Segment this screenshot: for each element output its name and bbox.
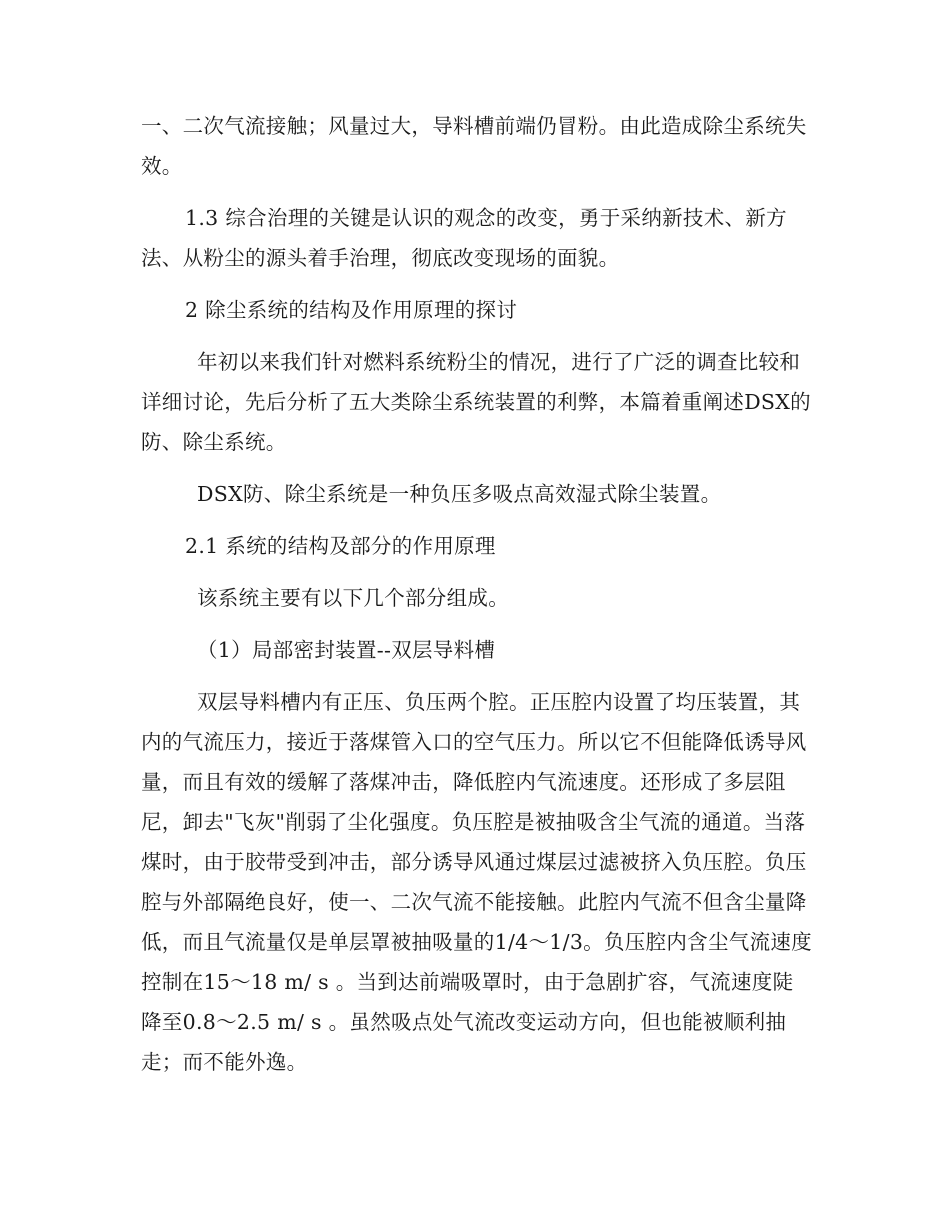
heading-section-2: 2 除尘系统的结构及作用原理的探讨 bbox=[185, 298, 518, 322]
heading-section-2-1: 2.1 系统的结构及部分的作用原理 bbox=[185, 534, 496, 558]
paragraph-double-layer-chute: 双层导料槽内有正压、负压两个腔。正压腔内设置了均压装置，其内的气流压力，接近于落煤管入口的空气压力。所以它不但能降低诱导风量，而且有效的缓解了落煤冲击，降低腔内气流速度。还形成了多层阻尼，卸去"飞灰"削弱了尘化强度。负压腔是被抽吸含尘气流的通道。当落煤时，由于胶带受到冲击，部分诱导风通过煤层过滤被挤入负压腔。负压腔与外部隔绝良好，使一、二次气流不能接触。此腔内气流不但含尘量降低，而且气流量仅是单层罩被抽吸量的1/4～1/3。负压腔内含尘气流速度控制在15～18 m/ s 。当到达前端吸罩时，由于急剧扩容，气流速度陡降至0.8～2.5 m/ s 。虽然吸点处气流改变运动方向，但也能被顺利抽走；而不能外逸。 bbox=[141, 690, 812, 1074]
paragraph-dsx-definition: DSX防、除尘系统是一种负压多吸点高效湿式除尘装置。 bbox=[197, 482, 722, 506]
paragraph-section-1-3: 1.3 综合治理的关键是认识的观念的改变，勇于采纳新技术、新方法、从粉尘的源头着手治理，彻底改变现场的面貌。 bbox=[141, 206, 787, 270]
heading-item-1: （1）局部密封装置--双层导料槽 bbox=[197, 638, 496, 662]
document-body bbox=[141, 106, 813, 1082]
paragraph-system-components: 该系统主要有以下几个部分组成。 bbox=[197, 586, 509, 610]
paragraph-investigation: 年初以来我们针对燃料系统粉尘的情况，进行了广泛的调查比较和详细讨论，先后分析了五大类除尘系统装置的利弊，本篇着重阐述DSX的防、除尘系统。 bbox=[141, 350, 811, 454]
paragraph-continuation: 一、二次气流接触；风量过大，导料槽前端仍冒粉。由此造成除尘系统失效。 bbox=[141, 114, 807, 178]
